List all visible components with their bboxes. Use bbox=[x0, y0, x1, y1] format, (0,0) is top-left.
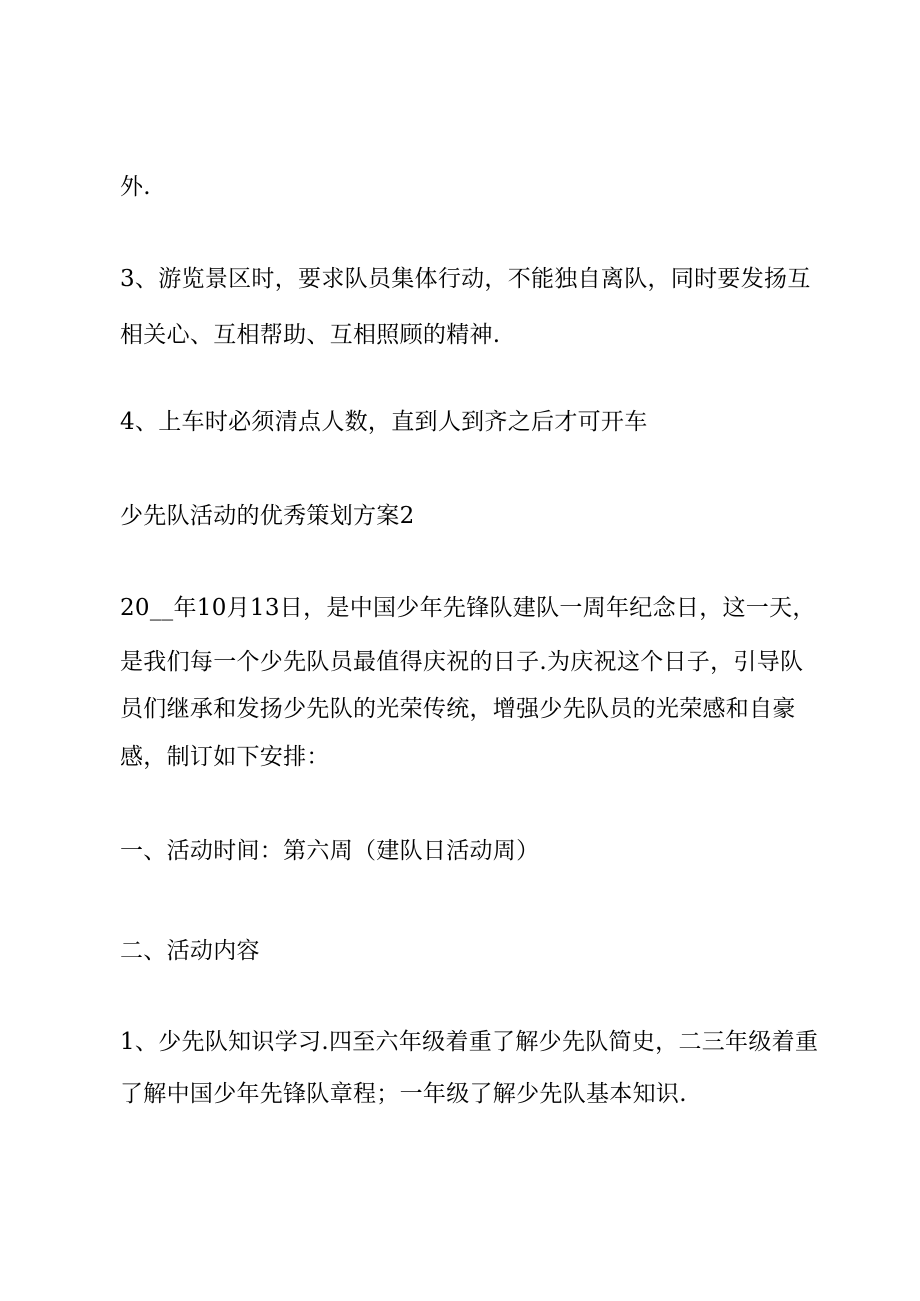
intro-paragraph-line-2: 是我们每一个少先队员最值得庆祝的日子.为庆祝这个日子，引导队 bbox=[120, 649, 804, 675]
item-3-line-2: 相关心、互相帮助、互相照顾的精神. bbox=[120, 322, 501, 348]
item-3-line-1: 3、游览景区时，要求队员集体行动，不能独自离队，同时要发扬互 bbox=[120, 266, 811, 292]
activity-time-line: 一、活动时间：第六周（建队日活动周） bbox=[120, 838, 540, 864]
intro-paragraph-line-4: 感，制订如下安排： bbox=[120, 744, 330, 770]
text-line-continuation: 外. bbox=[120, 174, 151, 200]
intro-paragraph-line-1: 20__年10月13日，是中国少年先锋队建队一周年纪念日，这一天， bbox=[120, 595, 816, 621]
item-4-line: 4、上车时必须清点人数，直到人到齐之后才可开车 bbox=[120, 409, 648, 435]
section-heading: 少先队活动的优秀策划方案2 bbox=[120, 503, 415, 529]
activity-content-heading: 二、活动内容 bbox=[120, 938, 260, 964]
item-1-line-1: 1、少先队知识学习.四至六年级着重了解少先队简史，二三年级着重 bbox=[120, 1029, 819, 1055]
item-1-line-2: 了解中国少年先锋队章程；一年级了解少先队基本知识. bbox=[120, 1081, 687, 1107]
intro-paragraph-line-3: 员们继承和发扬少先队的光荣传统，增强少先队员的光荣感和自豪 bbox=[120, 696, 796, 722]
